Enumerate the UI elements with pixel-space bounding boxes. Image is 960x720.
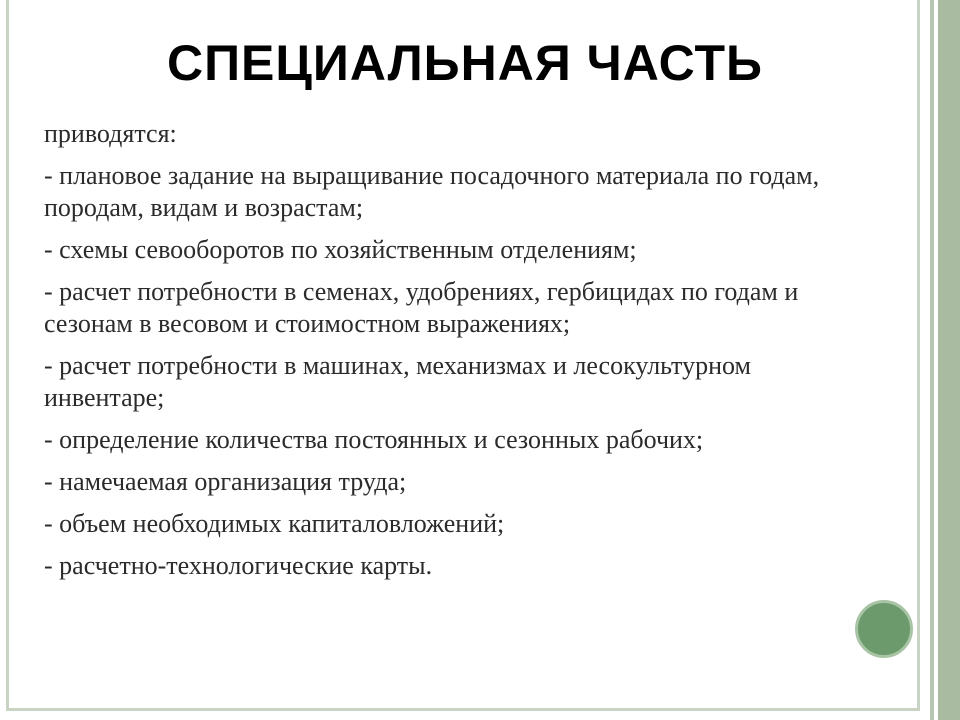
list-item: - объем необходимых капиталовложений; bbox=[44, 509, 505, 538]
green-circle-icon bbox=[855, 600, 913, 658]
list-item: - расчет потребности в семенах, удобрениях, гербицидах по годам и сезонам в весовом и стоимостном выражениях; bbox=[44, 277, 799, 338]
list-item: - расчетно-технологические карты. bbox=[44, 551, 433, 580]
list-item: - определение количества постоянных и сезонных рабочих; bbox=[44, 425, 704, 454]
list-item: - плановое задание на выращивание посадочного материала по годам, породам, видам и возрастам; bbox=[44, 161, 820, 222]
intro-text: приводятся: bbox=[44, 119, 177, 148]
slide-body bbox=[44, 118, 874, 592]
list-item: - расчет потребности в машинах, механизмах и лесокультурном инвентаре; bbox=[44, 351, 751, 412]
list-item: - схемы севооборотов по хозяйственным отделениям; bbox=[44, 235, 637, 264]
decorative-side-stripes bbox=[926, 0, 960, 720]
list-item: - намечаемая организация труда; bbox=[44, 467, 407, 496]
slide-title: СПЕЦИАЛЬНАЯ ЧАСТЬ bbox=[167, 35, 763, 91]
